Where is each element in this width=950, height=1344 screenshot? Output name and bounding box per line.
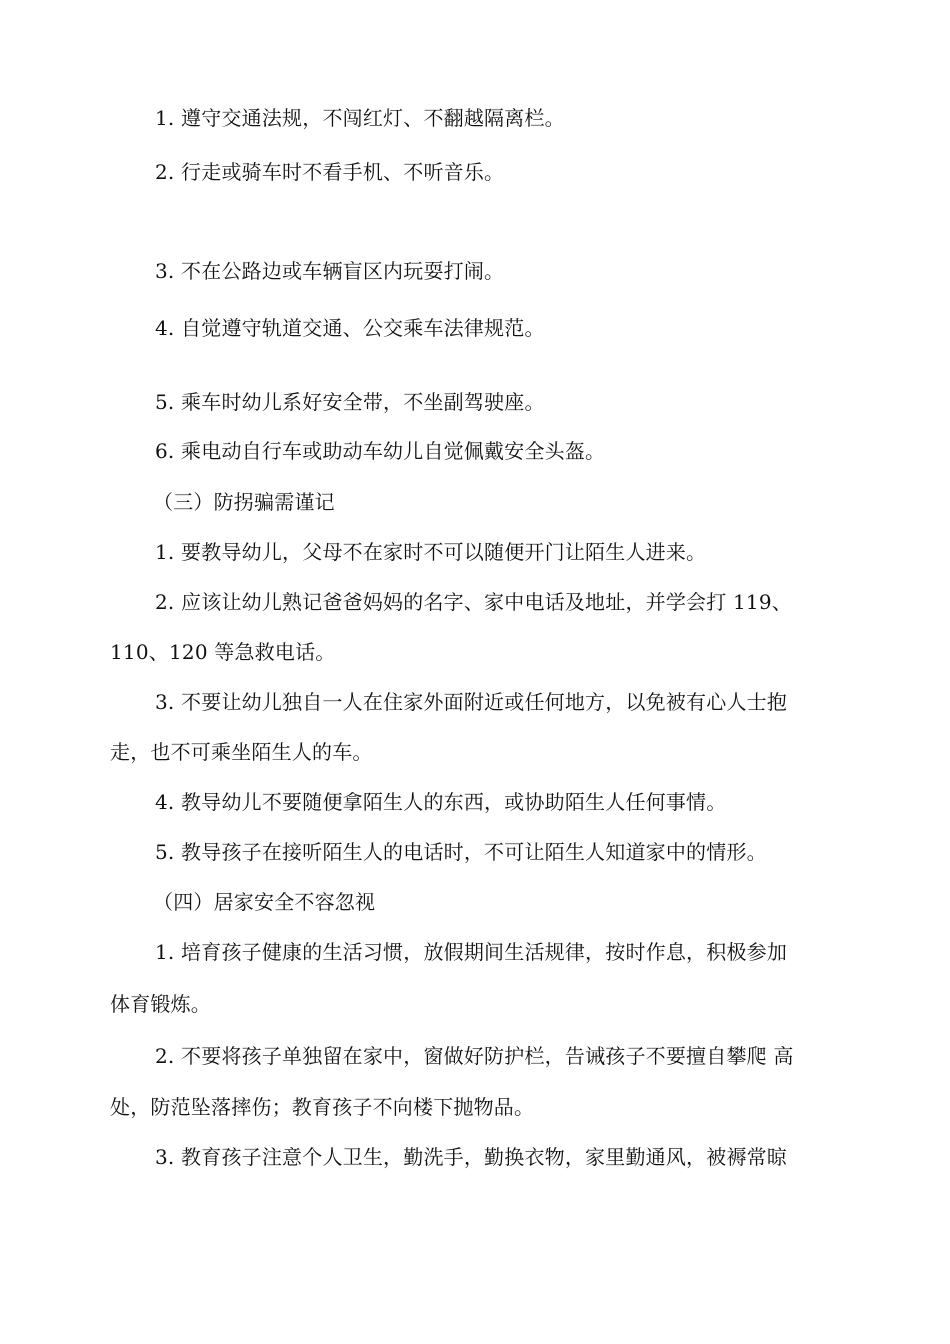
home-item-2-line-2: 处，防范坠落摔伤；教育孩子不向楼下抛物品。 — [110, 1095, 535, 1119]
traffic-item-1: 1. 遵守交通法规，不闯红灯、不翻越隔离栏。 — [155, 106, 565, 130]
traffic-item-6: 6. 乘电动自行车或助动车幼儿自觉佩戴安全头盔。 — [155, 439, 606, 463]
traffic-item-4: 4. 自觉遵守轨道交通、公交乘车法律规范。 — [155, 316, 545, 340]
home-item-1-line-1: 1. 培育孩子健康的生活习惯，放假期间生活规律，按时作息，积极参加 — [155, 940, 788, 964]
traffic-item-5: 5. 乘车时幼儿系好安全带，不坐副驾驶座。 — [155, 390, 545, 414]
traffic-item-2: 2. 行走或骑车时不看手机、不听音乐。 — [155, 160, 505, 184]
abduction-item-2-line-1: 2. 应该让幼儿熟记爸爸妈妈的名字、家中电话及地址，并学会打 119、 — [155, 590, 792, 614]
home-item-2-line-1: 2. 不要将孩子单独留在家中，窗做好防护栏，告诫孩子不要擅自攀爬 高 — [155, 1044, 794, 1068]
home-item-1-line-2: 体育锻炼。 — [110, 992, 211, 1016]
home-item-3-line-1: 3. 教育孩子注意个人卫生，勤洗手，勤换衣物，家里勤通风，被褥常晾 — [155, 1145, 788, 1169]
abduction-item-3-line-2: 走，也不可乘坐陌生人的车。 — [110, 740, 373, 764]
abduction-item-5: 5. 教导孩子在接听陌生人的电话时，不可让陌生人知道家中的情形。 — [155, 840, 767, 864]
abduction-item-1: 1. 要教导幼儿，父母不在家时不可以随便开门让陌生人进来。 — [155, 540, 707, 564]
traffic-item-3: 3. 不在公路边或车辆盲区内玩耍打闹。 — [155, 259, 505, 283]
home-safety-section-heading: （四）居家安全不容忽视 — [153, 890, 376, 914]
abduction-item-3-line-1: 3. 不要让幼儿独自一人在住家外面附近或任何地方，以免被有心人士抱 — [155, 690, 788, 714]
abduction-section-heading: （三）防拐骗需谨记 — [153, 490, 335, 514]
abduction-item-4: 4. 教导幼儿不要随便拿陌生人的东西，或协助陌生人任何事情。 — [155, 790, 727, 814]
abduction-item-2-line-2: 110、120 等急救电话。 — [110, 640, 336, 664]
